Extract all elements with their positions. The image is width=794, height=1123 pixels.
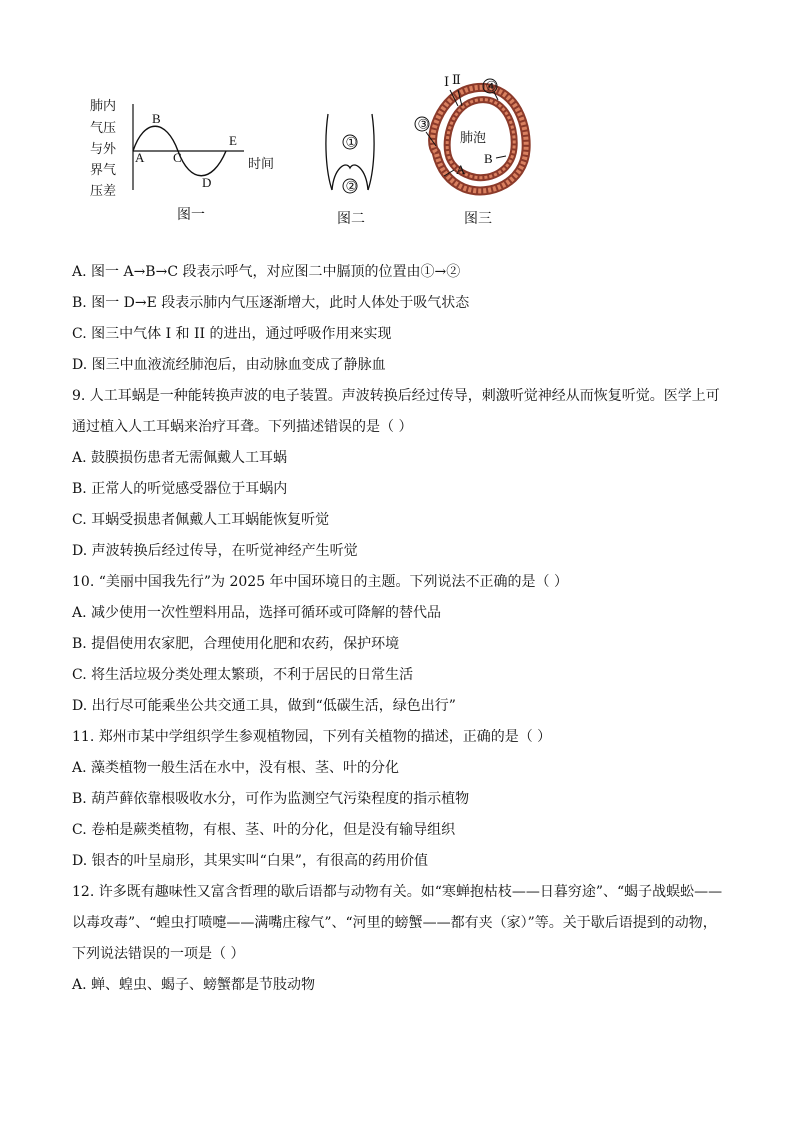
alveolus-diagram — [408, 72, 548, 207]
q8-option-c: C. 图三中气体 I 和 II 的进出，通过呼吸作用来实现 — [72, 326, 392, 342]
mark-3: ③ — [417, 116, 430, 132]
q11-stem: 11. 郑州市某中学组织学生参观植物园，下列有关植物的描述，正确的是（ ） — [72, 729, 552, 745]
q10-option-c: C. 将生活垃圾分类处理太繁琐，不利于居民的日常生活 — [72, 667, 414, 683]
pressure-curve-diagram — [86, 72, 286, 207]
mark-4: ④ — [485, 78, 498, 94]
q8-option-d: D. 图三中血液流经肺泡后，由动脉血变成了静脉血 — [72, 357, 386, 373]
q12-option-a: A. 蝉、蝗虫、蝎子、螃蟹都是节肢动物 — [72, 977, 316, 993]
chest-wall-right — [368, 114, 374, 190]
point-a-label: A — [135, 150, 145, 165]
figure-2-caption: 图二 — [337, 211, 365, 227]
q10-option-d: D. 出行尽可能乘坐公共交通工具，做到“低碳生活，绿色出行” — [72, 698, 456, 714]
q8-option-a: A. 图一 A→B→C 段表示呼气，对应图二中膈顶的位置由①→② — [72, 264, 461, 280]
point-b-label: B — [484, 151, 493, 166]
q11-option-a: A. 藻类植物一般生活在水中，没有根、茎、叶的分化 — [72, 760, 400, 776]
q9-stem-line-2: 通过植入人工耳蜗来治疗耳聋。下列描述错误的是（ ） — [72, 419, 413, 435]
figure-1-caption: 图一 — [177, 207, 205, 223]
thorax-diaphragm-diagram — [316, 72, 386, 207]
q10-stem: 10. “美丽中国我先行”为 2025 年中国环境日的主题。下列说法不正确的是（ ） — [72, 574, 569, 590]
q11-option-c: C. 卷柏是蕨类植物，有根、茎、叶的分化，但是没有输导组织 — [72, 822, 456, 838]
q11-option-d: D. 银杏的叶呈扇形，其果实叫“白果”，有很高的药用价值 — [72, 853, 428, 869]
point-d-label: D — [202, 175, 212, 190]
q9-option-d: D. 声波转换后经过传导，在听觉神经产生听觉 — [72, 543, 358, 559]
figure-3 — [408, 72, 548, 232]
q8-option-b: B. 图一 D→E 段表示肺内气压逐渐增大，此时人体处于吸气状态 — [72, 295, 470, 311]
q9-option-b: B. 正常人的听觉感受器位于耳蜗内 — [72, 481, 288, 497]
figure-row — [86, 72, 546, 232]
gas-1-label: Ⅰ — [444, 74, 450, 89]
ylabel-line-2: 气压 — [90, 121, 117, 136]
q9-stem-line-1: 9. 人工耳蜗是一种能转换声波的电子装置。声波转换后经过传导，刺激听觉神经从而恢复听觉。医学上可 — [72, 388, 720, 404]
figure-3-caption: 图三 — [464, 211, 492, 227]
ylabel-line-1: 肺内 — [90, 99, 117, 114]
point-e-label: E — [229, 133, 237, 148]
figure-1 — [86, 72, 286, 232]
alveolus-label: 肺泡 — [460, 131, 487, 146]
q12-stem-line-2: 以毒攻毒”、“蝗虫打喷嚏——满嘴庄稼气”、“河里的螃蟹——都有夹（家）”等。关于歇后语提到的动物， — [72, 915, 717, 931]
mark-1: ① — [345, 134, 358, 150]
mark-2: ② — [345, 178, 358, 194]
point-b-label: B — [152, 111, 161, 126]
point-c-label: C — [173, 150, 182, 165]
figure-2 — [316, 72, 386, 232]
q11-option-b: B. 葫芦藓依靠根吸收水分，可作为监测空气污染程度的指示植物 — [72, 791, 470, 807]
q12-stem-line-3: 下列说法错误的一项是（ ） — [72, 946, 245, 962]
chest-wall-left — [326, 114, 332, 190]
ylabel-line-3: 与外 — [90, 142, 117, 157]
gas-2-label: Ⅱ — [452, 72, 461, 87]
q10-option-a: A. 减少使用一次性塑料用品，选择可循环或可降解的替代品 — [72, 605, 442, 621]
ylabel-line-5: 压差 — [90, 184, 117, 199]
q9-option-c: C. 耳蜗受损患者佩戴人工耳蜗能恢复听觉 — [72, 512, 330, 528]
ylabel-line-4: 界气 — [90, 163, 117, 178]
q10-option-b: B. 提倡使用农家肥，合理使用化肥和农药，保护环境 — [72, 636, 400, 652]
point-a-label: A — [456, 162, 466, 177]
q9-option-a: A. 鼓膜损伤患者无需佩戴人工耳蜗 — [72, 450, 288, 466]
q12-stem-line-1: 12. 许多既有趣味性又富含哲理的歇后语都与动物有关。如“寒蝉抱枯枝——日暮穷途”、“蝎子战蜈蚣—— — [72, 884, 723, 900]
x-axis-label: 时间 — [248, 157, 275, 172]
flow-b-arrow — [496, 156, 506, 158]
